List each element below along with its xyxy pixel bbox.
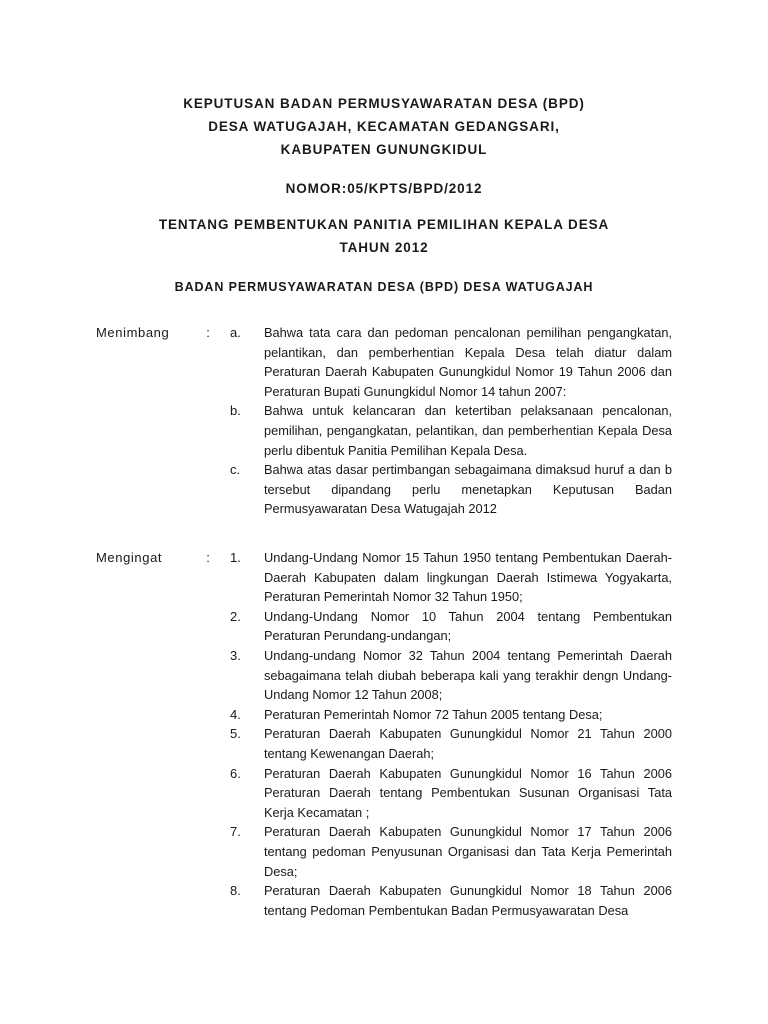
item-marker: 6. [230, 765, 241, 781]
item-marker: 2. [230, 608, 241, 624]
mengingat-section [96, 548, 672, 920]
item-marker: 5. [230, 726, 241, 742]
list-item [230, 724, 672, 763]
list-item [230, 323, 672, 401]
item-text: Peraturan Daerah Kabupaten Gunungkidul Nomor 17 Tahun 2006 tentang pedoman Penyusunan Organisasi dan Tata Kerja Pemerintah Desa; [264, 824, 672, 879]
list-item [230, 548, 672, 607]
item-marker: 8. [230, 883, 241, 899]
decree-number: NOMOR:05/KPTS/BPD/2012 [285, 181, 483, 196]
list-item [230, 646, 672, 705]
item-marker: c. [230, 462, 241, 478]
issuer-line: BADAN PERMUSYAWARATAN DESA (BPD) DESA WATUGAJAH [174, 280, 594, 294]
menimbang-list [230, 323, 672, 519]
item-marker: 7. [230, 824, 241, 840]
menimbang-colon: : [206, 325, 210, 340]
title-line-2: DESA WATUGAJAH, KECAMATAN GEDANGSARI, [208, 119, 560, 134]
item-text: Peraturan Daerah Kabupaten Gunungkidul Nomor 21 Tahun 2000 tentang Kewenangan Daerah; [264, 726, 672, 761]
item-marker: 4. [230, 706, 241, 722]
mengingat-label: Mengingat [96, 550, 163, 565]
item-marker: b. [230, 403, 241, 419]
item-text: Bahwa untuk kelancaran dan ketertiban pelaksanaan pencalonan, pemilihan, pengangkatan, pelantikan, dan pemberhentian Kepala Desa perlu dibentuk Panitia Pemilihan Kepala Desa. [264, 403, 672, 458]
mengingat-list [230, 548, 672, 920]
document-header [0, 92, 768, 299]
item-marker: 1. [230, 550, 241, 565]
item-text: Undang-Undang Nomor 10 Tahun 2004 tentang Pembentukan Peraturan Perundang-undangan; [264, 608, 672, 644]
list-item [230, 607, 672, 646]
list-item [230, 822, 672, 881]
item-text: Peraturan Daerah Kabupaten Gunungkidul Nomor 18 Tahun 2006 tentang Pedoman Pembentukan Badan Permusyawaratan Desa [264, 883, 672, 918]
list-item [230, 705, 672, 725]
list-item [230, 460, 672, 519]
subject-line-1: TENTANG PEMBENTUKAN PANITIA PEMILIHAN KEPALA DESA [158, 217, 610, 232]
item-text: Undang-undang Nomor 32 Tahun 2004 tentang Pemerintah Daerah sebagaimana telah diubah beberapa kali yang terakhir dengn Undang-Undang Nomor 12 Tahun 2008; [264, 647, 672, 703]
item-text: Peraturan Daerah Kabupaten Gunungkidul Nomor 16 Tahun 2006 Peraturan Daerah tentang Pembentukan Susunan Organisasi Tata Kerja Kecamatan ; [264, 765, 672, 820]
title-line-1: KEPUTUSAN BADAN PERMUSYAWARATAN DESA (BPD) [183, 96, 585, 111]
list-item [230, 881, 672, 920]
item-text: Undang-Undang Nomor 15 Tahun 1950 tentang Pembentukan Daerah-Daerah Kabupaten dalam lingkungan Daerah Istimewa Yogyakarta, Peraturan Pemerintah Nomor 32 Tahun 1950; [264, 550, 672, 605]
item-text: Bahwa tata cara dan pedoman pencalonan pemilihan pengangkatan, pelantikan, dan pemberhentian Kepala Desa telah diatur dalam Peraturan Daerah Kabupaten Gunungkidul Nomor 19 Tahun 2006 dan Peraturan Bupati Gunungkidul Nomor 14 tahun 2007: [264, 325, 672, 399]
list-item [230, 764, 672, 823]
subject-line-2: TAHUN 2012 [339, 240, 429, 255]
menimbang-section [96, 323, 672, 519]
mengingat-colon: : [206, 550, 210, 565]
menimbang-label: Menimbang [96, 325, 170, 340]
item-text: Bahwa atas dasar pertimbangan sebagaimana dimaksud huruf a dan b tersebut dipandang perlu menetapkan Keputusan Badan Permusyawaratan Desa Watugajah 2012 [264, 462, 672, 517]
item-marker: a. [230, 325, 241, 340]
item-marker: 3. [230, 647, 241, 663]
item-text: Peraturan Pemerintah Nomor 72 Tahun 2005 tentang Desa; [264, 706, 603, 722]
list-item [230, 401, 672, 460]
title-line-3: KABUPATEN GUNUNGKIDUL [280, 142, 488, 157]
